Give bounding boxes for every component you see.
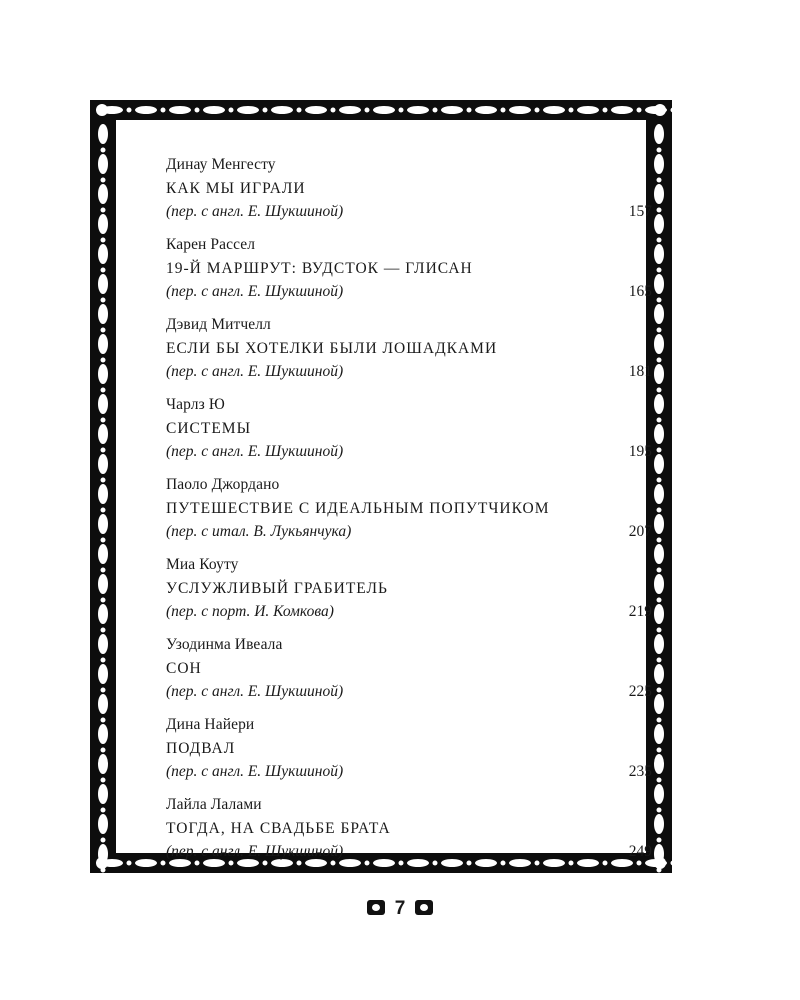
- frame-ornament: [98, 394, 108, 414]
- ornamental-frame: [90, 100, 672, 873]
- entry-page-number: 195: [628, 443, 652, 460]
- frame-ornament: [373, 106, 395, 114]
- entry-author: Дэвид Митчелл: [166, 316, 271, 333]
- frame-ornament: [654, 184, 664, 204]
- entry-page-number: 165: [628, 283, 652, 300]
- frame-ornament: [98, 724, 108, 744]
- frame-ornament: [657, 238, 662, 243]
- frame-ornament: [657, 838, 662, 843]
- frame-ornament: [509, 106, 531, 114]
- entry-translator: (пер. с англ. Е. Шукшиной): [166, 683, 344, 700]
- entry-page-number: 157: [628, 203, 652, 220]
- frame-ornament: [654, 724, 664, 744]
- frame-ornament: [654, 857, 666, 869]
- frame-ornament: [365, 108, 370, 113]
- frame-ornament: [603, 108, 608, 113]
- frame-ornament: [611, 106, 633, 114]
- toc-entry: [166, 716, 652, 796]
- frame-ornament: [657, 568, 662, 573]
- entry-author: Дина Найери: [166, 716, 255, 733]
- frame-ornament: [101, 808, 106, 813]
- toc-entry: [166, 236, 652, 316]
- frame-ornament: [657, 718, 662, 723]
- page-number: 7: [394, 898, 406, 919]
- entry-page-number: 181: [628, 363, 652, 380]
- frame-ornament: [98, 214, 108, 234]
- frame-ornament: [127, 861, 132, 866]
- frame-ornament: [101, 418, 106, 423]
- entry-author: Паоло Джордано: [166, 476, 280, 493]
- frame-ornament: [98, 334, 108, 354]
- frame-ornament: [98, 634, 108, 654]
- entry-title: 19-Й МАРШРУТ: ВУДСТОК — ГЛИСАН: [166, 260, 473, 277]
- entry-translator: (пер. с англ. Е. Шукшиной): [166, 443, 344, 460]
- frame-ornament: [135, 106, 157, 114]
- frame-ornament: [654, 604, 664, 624]
- frame-ornament: [577, 106, 599, 114]
- page-footer: [0, 898, 800, 920]
- frame-ornament: [657, 778, 662, 783]
- frame-ornament: [101, 238, 106, 243]
- frame-ornament: [637, 108, 642, 113]
- frame-ornament: [98, 424, 108, 444]
- entry-author: Чарлз Ю: [166, 396, 225, 413]
- frame-ornament: [654, 454, 664, 474]
- frame-ornament: [657, 388, 662, 393]
- frame-ornament: [98, 454, 108, 474]
- table-of-contents: [166, 156, 652, 873]
- frame-ornament: [101, 748, 106, 753]
- frame-ornament: [657, 418, 662, 423]
- toc-entry: [166, 396, 652, 476]
- entry-author: Миа Коуту: [166, 556, 239, 573]
- frame-ornament: [657, 538, 662, 543]
- entry-title: КАК МЫ ИГРАЛИ: [166, 180, 306, 197]
- entry-title: СОН: [166, 660, 202, 677]
- frame-ornament: [98, 244, 108, 264]
- frame-ornament: [98, 514, 108, 534]
- toc-entry: [166, 556, 652, 636]
- frame-ornament: [441, 106, 463, 114]
- frame-ornament: [654, 424, 664, 444]
- frame-ornament: [433, 108, 438, 113]
- frame-ornament: [101, 838, 106, 843]
- frame-ornament: [96, 104, 108, 116]
- frame-ornament: [657, 358, 662, 363]
- entry-author: Узодинма Ивеала: [166, 636, 283, 653]
- frame-ornament: [671, 108, 673, 113]
- frame-ornament: [654, 364, 664, 384]
- frame-ornament: [407, 106, 429, 114]
- frame-ornament: [98, 274, 108, 294]
- entry-title: ПОДВАЛ: [166, 740, 236, 757]
- entry-translator: (пер. с порт. И. Комкова): [166, 603, 334, 620]
- frame-ornament: [467, 108, 472, 113]
- frame-ornament: [569, 108, 574, 113]
- frame-ornament: [98, 304, 108, 324]
- frame-ornament: [654, 214, 664, 234]
- square-ornament-icon: [367, 900, 385, 915]
- frame-ornament: [654, 154, 664, 174]
- frame-ornament: [169, 106, 191, 114]
- entry-translator: (пер. с англ. Е. Шукшиной): [166, 363, 344, 380]
- frame-ornament: [98, 544, 108, 564]
- frame-ornament: [263, 108, 268, 113]
- entry-author: Карен Рассел: [166, 236, 256, 253]
- frame-ornament: [654, 664, 664, 684]
- frame-ornament: [101, 568, 106, 573]
- entry-page-number: 207: [628, 523, 652, 540]
- toc-entry: [166, 156, 652, 236]
- frame-ornament: [657, 478, 662, 483]
- frame-ornament: [657, 148, 662, 153]
- frame-ornament: [229, 108, 234, 113]
- frame-ornament: [501, 108, 506, 113]
- entry-page-number: 235: [628, 763, 652, 780]
- frame-ornament: [98, 124, 108, 144]
- frame-ornament: [654, 244, 664, 264]
- frame-ornament: [101, 598, 106, 603]
- frame-ornament: [654, 304, 664, 324]
- toc-entry: [166, 476, 652, 556]
- frame-ornament: [654, 274, 664, 294]
- frame-inner-panel: [116, 120, 652, 860]
- frame-ornament: [135, 859, 157, 867]
- frame-ornament: [657, 268, 662, 273]
- frame-ornament: [657, 628, 662, 633]
- frame-ornament: [475, 106, 497, 114]
- entry-page-number: 219: [628, 603, 652, 620]
- frame-ornament: [654, 104, 666, 116]
- entry-translator: (пер. с англ. Е. Шукшиной): [166, 203, 344, 220]
- frame-ornament: [339, 106, 361, 114]
- frame-ornament: [98, 364, 108, 384]
- frame-ornament: [101, 778, 106, 783]
- frame-ornament: [297, 108, 302, 113]
- frame-ornament: [657, 658, 662, 663]
- frame-ornament: [127, 108, 132, 113]
- frame-ornament: [657, 508, 662, 513]
- frame-ornament: [237, 106, 259, 114]
- frame-ornament: [101, 388, 106, 393]
- frame-ornament: [101, 328, 106, 333]
- frame-ornament: [161, 861, 166, 866]
- entry-translator: (пер. с англ. Е. Шукшиной): [166, 843, 344, 860]
- entry-translator: (пер. с англ. Е. Шукшиной): [166, 283, 344, 300]
- frame-ornament: [657, 448, 662, 453]
- frame-ornament: [98, 694, 108, 714]
- frame-ornament: [271, 106, 293, 114]
- frame-ornament: [101, 268, 106, 273]
- frame-ornament: [654, 544, 664, 564]
- frame-ornament: [101, 508, 106, 513]
- entry-page-number: 249: [628, 843, 652, 860]
- frame-ornament: [98, 814, 108, 834]
- frame-ornament: [203, 106, 225, 114]
- frame-ornament: [98, 784, 108, 804]
- frame-ornament: [101, 478, 106, 483]
- entry-translator: (пер. с итал. В. Лукьянчука): [166, 523, 352, 540]
- frame-ornament: [654, 484, 664, 504]
- frame-ornament: [654, 574, 664, 594]
- frame-ornament: [98, 184, 108, 204]
- frame-ornament: [101, 658, 106, 663]
- frame-ornament: [654, 754, 664, 774]
- frame-ornament: [535, 108, 540, 113]
- frame-ornament: [654, 334, 664, 354]
- frame-ornament: [654, 634, 664, 654]
- frame-ornament: [654, 124, 664, 144]
- frame-ornament: [657, 328, 662, 333]
- toc-entry: [166, 796, 652, 873]
- frame-ornament: [305, 106, 327, 114]
- frame-ornament: [98, 154, 108, 174]
- entry-translator: (пер. с англ. Е. Шукшиной): [166, 763, 344, 780]
- frame-ornament: [657, 688, 662, 693]
- entry-author: Динау Менгесту: [166, 156, 276, 173]
- entry-title: ТОГДА, НА СВАДЬБЕ БРАТА: [166, 820, 391, 837]
- frame-ornament: [657, 298, 662, 303]
- entry-title: ЕСЛИ БЫ ХОТЕЛКИ БЫЛИ ЛОШАДКАМИ: [166, 340, 498, 357]
- frame-ornament: [101, 178, 106, 183]
- frame-ornament: [101, 688, 106, 693]
- frame-ornament: [399, 108, 404, 113]
- entry-title: ПУТЕШЕСТВИЕ С ИДЕАЛЬНЫМ ПОПУТЧИКОМ: [166, 500, 550, 517]
- frame-ornament: [161, 108, 166, 113]
- frame-ornament: [101, 718, 106, 723]
- frame-ornament: [195, 108, 200, 113]
- frame-ornament: [657, 208, 662, 213]
- entry-title: СИСТЕМЫ: [166, 420, 252, 437]
- entry-title: УСЛУЖЛИВЫЙ ГРАБИТЕЛЬ: [166, 580, 388, 597]
- frame-ornament: [657, 178, 662, 183]
- frame-ornament: [98, 484, 108, 504]
- frame-ornament: [98, 664, 108, 684]
- frame-ornament: [101, 148, 106, 153]
- frame-ornament: [101, 208, 106, 213]
- frame-ornament: [543, 106, 565, 114]
- frame-ornament: [657, 598, 662, 603]
- frame-ornament: [654, 394, 664, 414]
- frame-ornament: [654, 514, 664, 534]
- frame-ornament: [654, 784, 664, 804]
- entry-author: Лайла Лалами: [166, 796, 262, 813]
- toc-entry: [166, 636, 652, 716]
- toc-entry: [166, 316, 652, 396]
- frame-ornament: [654, 814, 664, 834]
- frame-ornament: [98, 574, 108, 594]
- frame-ornament: [98, 604, 108, 624]
- frame-ornament: [654, 694, 664, 714]
- square-ornament-icon: [415, 900, 433, 915]
- frame-ornament: [101, 448, 106, 453]
- frame-ornament: [331, 108, 336, 113]
- entry-page-number: 225: [628, 683, 652, 700]
- frame-ornament: [671, 861, 673, 866]
- frame-ornament: [101, 538, 106, 543]
- frame-ornament: [657, 808, 662, 813]
- frame-ornament: [101, 298, 106, 303]
- frame-ornament: [101, 628, 106, 633]
- frame-ornament: [101, 358, 106, 363]
- frame-ornament: [98, 754, 108, 774]
- frame-ornament: [657, 748, 662, 753]
- frame-ornament: [96, 857, 108, 869]
